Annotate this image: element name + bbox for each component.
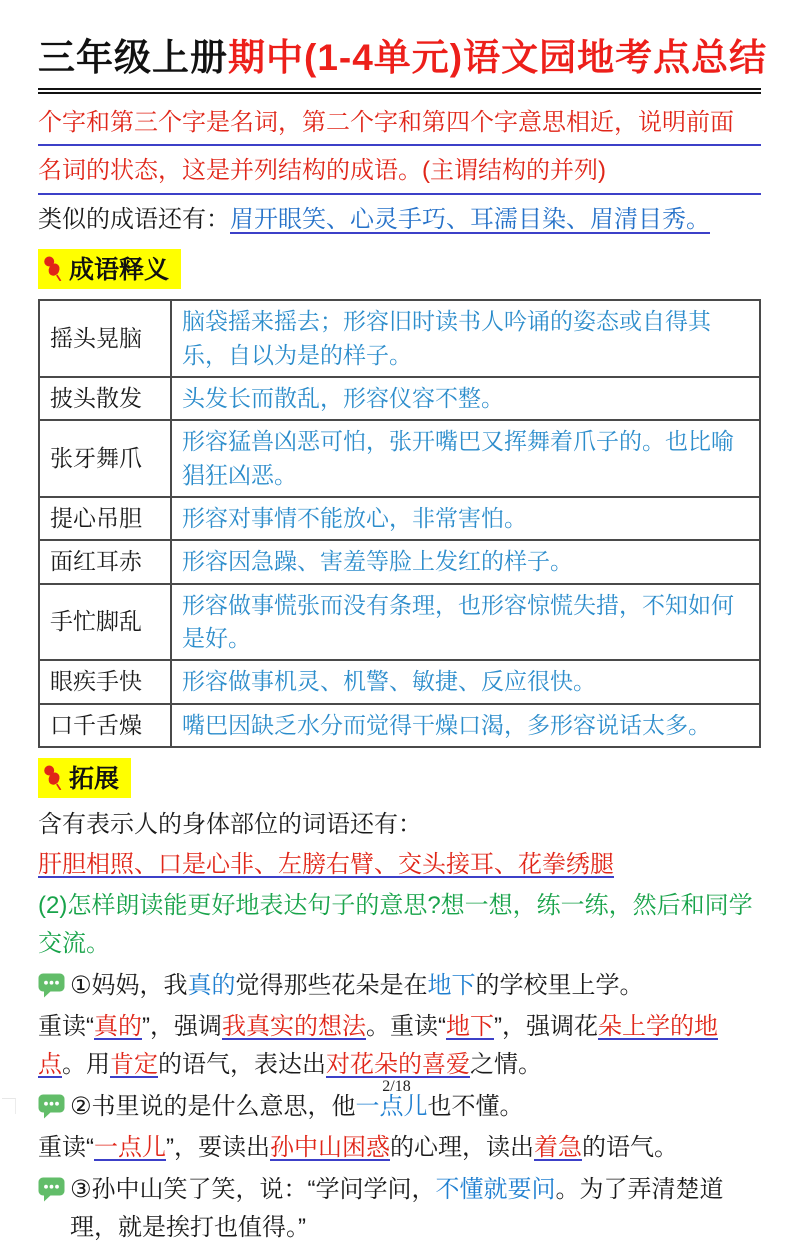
similar-idioms-list: 眉开眼笑、心灵手巧、耳濡目染、眉清目秀。 <box>230 205 710 233</box>
idiom-term: 张牙舞爪 <box>39 420 171 497</box>
expansion-block <box>38 806 761 964</box>
intro-line-2: 名词的状态，这是并列结构的成语。(主谓结构的并列) <box>38 152 761 194</box>
text-segment: ③孙中山笑了笑，说：“学问学问， <box>70 1175 436 1203</box>
key-phrase: 地下 <box>446 1013 494 1040</box>
example-text <box>70 1171 761 1247</box>
idiom-definition: 头发长而散乱，形容仪容不整。 <box>171 377 760 420</box>
text-segment: 觉得那些花朵是在 <box>235 971 428 999</box>
section-header-row-shiyi <box>38 241 761 295</box>
text-segment: ”，强调花 <box>494 1013 598 1040</box>
table-row <box>39 660 760 703</box>
table-row <box>39 540 760 583</box>
expansion-lead: 含有表示人的身体部位的词语还有： <box>38 811 422 839</box>
text-segment: 重读“ <box>38 1134 94 1162</box>
table-row <box>39 497 760 540</box>
chat-bubble-icon <box>38 973 65 998</box>
page-title <box>38 34 768 94</box>
next-page-edge-artifact <box>2 1098 16 1114</box>
text-segment: ①妈妈，我 <box>70 971 188 999</box>
table-row <box>39 420 760 497</box>
key-phrase: 孙中山困惑 <box>270 1134 390 1162</box>
key-phrase: 我真实的想法 <box>222 1013 366 1040</box>
reading-question: (2)怎样朗读能更好地表达句子的意思?想一想，练一练，然后和同学交流。 <box>38 891 753 958</box>
analysis-2 <box>38 1129 761 1167</box>
table-row <box>39 377 760 420</box>
text-segment: 的心理，读出 <box>390 1134 534 1162</box>
section-header-chengyu-shiyi <box>38 249 181 289</box>
page-number: 2/18 <box>382 1078 411 1095</box>
idiom-term: 手忙脚乱 <box>39 584 171 661</box>
similar-idioms-label: 类似的成语还有： <box>38 205 230 233</box>
idiom-table <box>38 299 761 748</box>
text-segment: 的学校里上学。 <box>475 971 644 999</box>
intro-paragraph <box>38 104 761 239</box>
idiom-definition: 脑袋摇来摇去；形容旧时读书人吟诵的姿态或自得其乐，自以为是的样子。 <box>171 300 760 377</box>
idiom-definition: 嘴巴因缺乏水分而觉得干燥口渴，多形容说话太多。 <box>171 704 760 747</box>
idiom-term: 口千舌燥 <box>39 704 171 747</box>
text-segment: 。用 <box>62 1051 110 1079</box>
pushpin-icon <box>41 255 65 281</box>
similar-idioms-line <box>38 201 761 239</box>
text-segment: 也不懂。 <box>427 1092 524 1120</box>
emphasis-word: 地下 <box>427 971 476 999</box>
emphasis-word: 不懂就要问 <box>435 1175 556 1203</box>
table-row <box>39 704 760 747</box>
idiom-term: 提心吊胆 <box>39 497 171 540</box>
key-phrase: 对花朵的喜爱 <box>326 1051 470 1079</box>
key-phrase: 着急 <box>534 1134 582 1162</box>
text-segment: 之情。 <box>470 1051 542 1079</box>
expansion-idioms: 肝胆相照、口是心非、左膀右臂、交头接耳、花拳绣腿 <box>38 851 614 879</box>
emphasis-word: 真的 <box>187 971 236 999</box>
example-sentence-1 <box>38 967 761 1005</box>
analysis-1 <box>38 1008 761 1085</box>
idiom-definition: 形容做事机灵、机警、敏捷、反应很快。 <box>171 660 760 703</box>
idiom-definition: 形容猛兽凶恶可怕，张开嘴巴又挥舞着爪子的。也比喻猖狂凶恶。 <box>171 420 760 497</box>
key-phrase: 真的 <box>94 1013 142 1040</box>
text-segment: 重读“ <box>38 1013 94 1040</box>
idiom-term: 面红耳赤 <box>39 540 171 583</box>
section-header-row-tuozhan <box>38 750 761 804</box>
text-segment: 。重读“ <box>366 1013 446 1040</box>
key-phrase: 朵上学的地点 <box>38 1013 718 1079</box>
text-segment: 的语气，表达出 <box>158 1051 326 1079</box>
section-header-tuozhan <box>38 758 131 798</box>
intro-line-1: 个字和第三个字是名词，第二个字和第四个字意思相近，说明前面 <box>38 104 761 146</box>
idiom-term: 披头散发 <box>39 377 171 420</box>
example-text <box>70 967 761 1005</box>
text-segment: 。为了弄清楚道理，就是挨打也值得。” <box>70 1175 724 1241</box>
idiom-definition: 形容因急躁、害羞等脸上发红的样子。 <box>171 540 760 583</box>
emphasis-word: 一点儿 <box>355 1092 428 1120</box>
key-phrase: 一点儿 <box>94 1134 166 1162</box>
text-segment: ”，强调 <box>142 1013 222 1040</box>
idiom-definition: 形容做事慌张而没有条理，也形容惊慌失措，不知如何是好。 <box>171 584 760 661</box>
key-phrase: 肯定 <box>110 1051 158 1079</box>
idiom-term: 眼疾手快 <box>39 660 171 703</box>
text-segment: ”，要读出 <box>166 1134 270 1162</box>
text-segment: 的语气。 <box>582 1134 678 1162</box>
idiom-definition: 形容对事情不能放心，非常害怕。 <box>171 497 760 540</box>
text-segment: ②书里说的是什么意思，他 <box>70 1092 356 1120</box>
pushpin-icon <box>41 764 65 790</box>
page-title-red-part: 期中(1-4单元)语文园地考点总结 <box>228 37 768 78</box>
chat-bubble-icon <box>38 1094 65 1119</box>
page-title-black-part: 三年级上册 <box>38 37 228 78</box>
table-row <box>39 300 760 377</box>
table-row <box>39 584 760 661</box>
section-title: 拓展 <box>69 765 120 794</box>
chat-bubble-icon <box>38 1177 65 1202</box>
expansion-idioms-line <box>38 846 761 884</box>
section-title: 成语释义 <box>69 256 170 285</box>
example-sentence-3 <box>38 1171 761 1247</box>
idiom-term: 摇头晃脑 <box>39 300 171 377</box>
